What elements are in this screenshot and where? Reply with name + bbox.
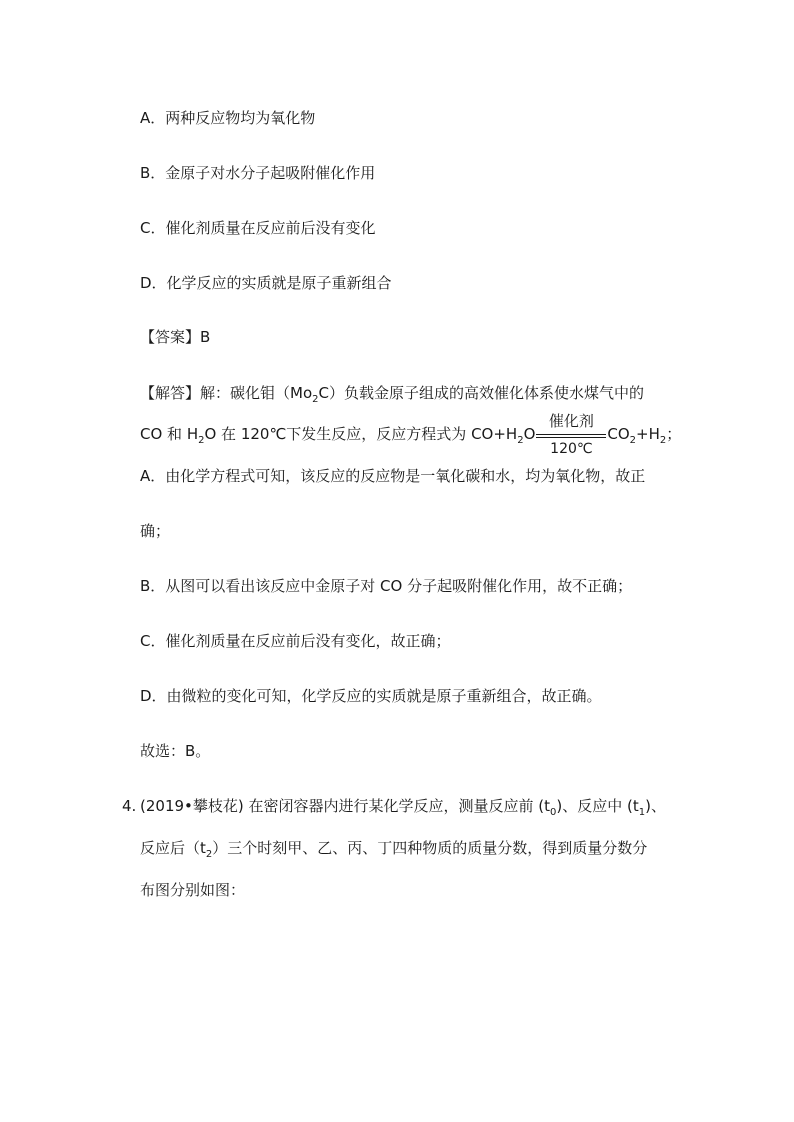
question-number: 4. (122, 797, 137, 815)
option-a: A．两种反应物均为氧化物 (140, 109, 316, 127)
option-d: D．化学反应的实质就是原子重新组合 (140, 274, 392, 292)
question4-line-1: (2019•攀枝花) 在密闭容器内进行某化学反应，测量反应前 $(t_0)$、反应中 $(t_1)$、 (140, 797, 666, 818)
solution-line-1: 【解答】解：碳化钼$(Mo_2C)$负载金原子组成的高效催化体系使水煤气中的 (140, 384, 644, 405)
condition-temperature: 120℃ (550, 440, 593, 457)
solution-d: D．由微粒的变化可知，化学反应的实质就是原子重新组合，故正确。 (140, 687, 602, 705)
option-b: B．金原子对水分子起吸附催化作用 (140, 164, 376, 182)
answer-line (140, 327, 210, 347)
question4-line-3: 布图分别如图： (140, 881, 246, 899)
solution-a-line-1: A．由化学方程式可知，该反应的反应物是一氧化碳和水，均为氧化物，故正 (140, 467, 646, 485)
solution-label: 【解答】 (140, 384, 201, 402)
option-c: C．催化剂质量在反应前后没有变化 (140, 219, 376, 237)
answer-label: 【答案】 (140, 328, 201, 346)
solution-b: B．从图可以看出该反应中金原子对 CO 分子起吸附催化作用，故不正确； (140, 577, 633, 595)
solution-a-line-2: 确； (140, 522, 171, 540)
solution-line-2: CO 和 $H_2O$ 在 120℃下发生反应，反应方程式为 $CO+H_2O$ 催化剂 120℃ $CO_2+H_2$； (140, 411, 682, 457)
condition-catalyst: 催化剂 (548, 411, 594, 430)
answer-value: B (200, 328, 211, 346)
question4-line-2: 反应后$(t_2)$三个时刻甲、乙、丙、丁四种物质的质量分数，得到质量分数分 (140, 839, 648, 860)
solution-c: C．催化剂质量在反应前后没有变化，故正确； (140, 632, 451, 650)
equals-bar (536, 434, 606, 438)
reaction-condition (536, 411, 606, 457)
solution-conclusion: 故选：B。 (140, 742, 211, 760)
